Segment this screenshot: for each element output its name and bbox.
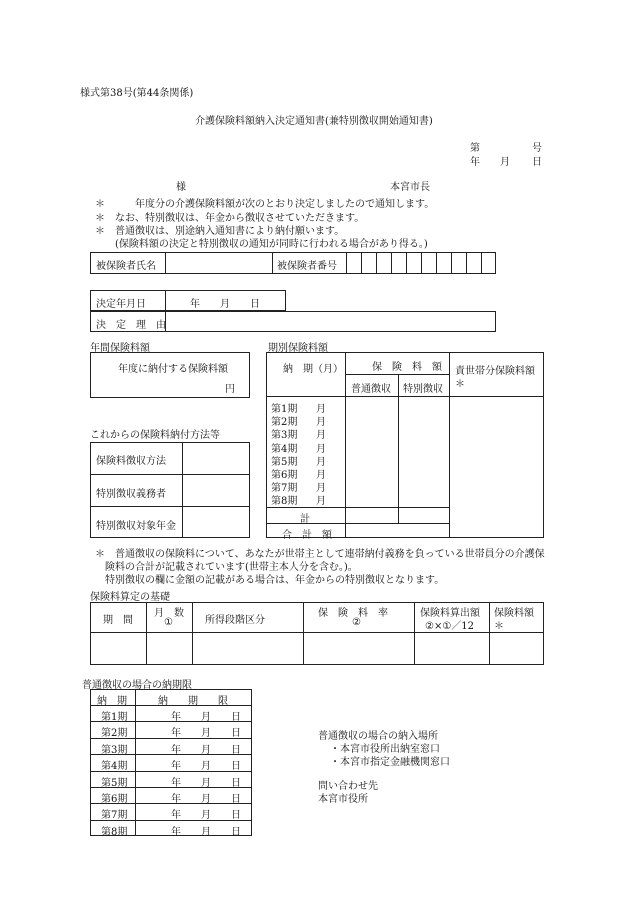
basis-header-income-stage: 所得段階区分 bbox=[205, 615, 265, 626]
basis-header-months-mark: ① bbox=[164, 617, 173, 628]
digit-divider bbox=[361, 252, 362, 274]
deadline-section-label: 普通徴収の場合の納期限 bbox=[82, 680, 192, 691]
period-section-label: 期別保険料額 bbox=[268, 343, 328, 354]
deadline-row-day: 日 bbox=[231, 744, 241, 756]
deadline-row-year: 年 bbox=[171, 728, 181, 740]
digit-divider bbox=[436, 252, 437, 274]
household-col-asterisk: ＊ bbox=[455, 379, 465, 390]
date-year: 年 bbox=[470, 157, 480, 168]
period-row-month-unit: 月 bbox=[316, 430, 326, 442]
digit-divider bbox=[481, 252, 482, 274]
deadline-row-year: 年 bbox=[171, 761, 181, 773]
deadline-row-month: 月 bbox=[201, 761, 211, 773]
deadline-row-month: 月 bbox=[201, 728, 211, 740]
method-row-label: 特別徴収対象年金 bbox=[96, 521, 176, 532]
basis-header-rate: 保 険 料 率 bbox=[318, 608, 388, 619]
basis-header-calc-formula: ②×①／12 bbox=[425, 621, 475, 632]
document-title: 介護保険料額納入決定通知書(兼特別徴収開始通知書) bbox=[195, 116, 433, 127]
insured-number-label: 被保険者番号 bbox=[277, 261, 337, 272]
deadline-row-period: 第8期 bbox=[101, 826, 128, 838]
number-suffix: 号 bbox=[532, 143, 542, 154]
period-row-month-unit: 月 bbox=[316, 470, 326, 481]
insured-name-label: 被保険者氏名 bbox=[96, 261, 156, 272]
basis-section-label: 保険料算定の基礎 bbox=[90, 592, 170, 603]
period-row-label: 第3期 bbox=[271, 430, 298, 442]
deadline-row-day: 日 bbox=[231, 810, 241, 822]
deadline-row-month: 月 bbox=[201, 744, 211, 756]
deadline-row-year: 年 bbox=[171, 794, 181, 805]
date-month: 月 bbox=[500, 157, 510, 168]
form-number: 様式第38号(第44条関係) bbox=[80, 88, 194, 99]
deadline-row-day: 日 bbox=[231, 712, 241, 723]
deadline-row-year: 年 bbox=[171, 744, 181, 756]
issuer: 本宮市長 bbox=[390, 182, 430, 193]
subtotal-label: 計 bbox=[300, 514, 310, 525]
deadline-row-month: 月 bbox=[201, 712, 211, 723]
decision-date-value: 年 月 日 bbox=[190, 299, 260, 310]
annual-section-label: 年間保険料額 bbox=[90, 343, 150, 354]
deadline-row-period: 第6期 bbox=[101, 794, 128, 805]
period-row-label: 第8期 bbox=[271, 496, 298, 508]
normal-col-header: 普通徴収 bbox=[351, 384, 391, 395]
deadline-row-period: 第5期 bbox=[101, 777, 128, 789]
deadline-row-month: 月 bbox=[201, 777, 211, 789]
basis-header-period: 期 間 bbox=[103, 615, 133, 626]
period-col-header: 納 期（月） bbox=[283, 364, 343, 375]
basis-header-calc: 保険料算出額 bbox=[420, 608, 480, 619]
notice-line: ＊ 年度分の介護保険料額が次のとおり決定しましたので通知します。 bbox=[95, 199, 435, 210]
place-item: ・本宮市指定金融機関窓口 bbox=[330, 757, 450, 768]
digit-divider bbox=[406, 252, 407, 274]
addressee-suffix: 様 bbox=[176, 182, 186, 193]
notice-line: ＊ なお、特別徴収は、年金から徴収させていただきます。 bbox=[95, 213, 365, 224]
digit-divider bbox=[376, 252, 377, 274]
notice-line: (保険料額の決定と特別徴収の通知が同時に行われる場合があり得る。) bbox=[95, 239, 428, 250]
deadline-row-month: 月 bbox=[201, 826, 211, 838]
period-row-label: 第4期 bbox=[271, 443, 298, 455]
note-line: 特別徴収の欄に金額の記載がある場合は、年金からの特別徴収となります。 bbox=[95, 575, 445, 586]
deadline-row-day: 日 bbox=[231, 761, 241, 773]
deadline-row-month: 月 bbox=[201, 810, 211, 822]
deadline-row-year: 年 bbox=[171, 777, 181, 789]
number-label: 第 bbox=[470, 143, 480, 154]
total-label: 合 計 額 bbox=[282, 530, 332, 541]
period-row-label: 第5期 bbox=[271, 456, 298, 468]
yen-unit: 円 bbox=[225, 384, 235, 395]
deadline-row-period: 第1期 bbox=[101, 712, 128, 723]
household-col-header: 責世帯分保険料額 bbox=[455, 366, 535, 377]
period-row-month-unit: 月 bbox=[316, 483, 326, 495]
method-section-label: これからの保険料納付方法等 bbox=[90, 430, 220, 441]
period-row-month-unit: 月 bbox=[316, 443, 326, 455]
premium-col-header: 保 険 料 額 bbox=[372, 362, 442, 373]
note-line: ＊ 普通徴収の保険料について、あなたが世帯主として連帯納付義務を負っている世帯員分の介護保 bbox=[95, 549, 545, 560]
period-row-label: 第7期 bbox=[271, 483, 298, 495]
basis-header-amount: 保険料額 bbox=[494, 608, 534, 619]
digit-divider bbox=[451, 252, 452, 274]
deadline-row-period: 第2期 bbox=[101, 728, 128, 740]
basis-header-months: 月 数 bbox=[154, 608, 184, 619]
date-day: 日 bbox=[532, 157, 542, 168]
place-label: 普通徴収の場合の納入場所 bbox=[318, 731, 438, 742]
deadline-col-period: 納 期 bbox=[97, 696, 127, 707]
period-row-month-unit: 月 bbox=[316, 456, 326, 468]
digit-divider bbox=[421, 252, 422, 274]
digit-divider bbox=[391, 252, 392, 274]
period-row-label: 第6期 bbox=[271, 470, 298, 481]
deadline-row-day: 日 bbox=[231, 826, 241, 838]
basis-header-amount-mark: ＊ bbox=[494, 621, 504, 632]
place-item: ・本宮市役所出納室窓口 bbox=[330, 744, 440, 755]
deadline-row-period: 第7期 bbox=[101, 810, 128, 822]
deadline-row-year: 年 bbox=[171, 712, 181, 723]
deadline-row-period: 第3期 bbox=[101, 744, 128, 756]
deadline-row-day: 日 bbox=[231, 794, 241, 805]
deadline-row-month: 月 bbox=[201, 794, 211, 805]
notice-line: ＊ 普通徴収は、別途納入通知書により納付願います。 bbox=[95, 226, 345, 237]
basis-header-rate-mark: ② bbox=[352, 617, 361, 628]
period-row-month-unit: 月 bbox=[316, 404, 326, 415]
decision-reason-label: 決 定 理 由 bbox=[96, 320, 166, 331]
contact-label: 問い合わせ先 bbox=[318, 781, 378, 792]
deadline-col-limit: 納 期 限 bbox=[158, 696, 228, 707]
period-row-month-unit: 月 bbox=[316, 496, 326, 508]
period-row-label: 第1期 bbox=[271, 404, 298, 415]
contact-value: 本宮市役所 bbox=[318, 794, 368, 805]
note-line: 険料の合計が記載されています(世帯主本人分を含む。)。 bbox=[95, 562, 358, 573]
annual-amount-label: 年度に納付する保険料額 bbox=[118, 364, 228, 375]
method-row-label: 特別徴収義務者 bbox=[96, 489, 166, 500]
deadline-row-day: 日 bbox=[231, 728, 241, 740]
deadline-row-year: 年 bbox=[171, 810, 181, 822]
decision-date-label: 決定年月日 bbox=[96, 299, 146, 310]
special-col-header: 特別徴収 bbox=[403, 384, 443, 395]
period-row-month-unit: 月 bbox=[316, 417, 326, 429]
period-row-label: 第2期 bbox=[271, 417, 298, 429]
digit-divider bbox=[466, 252, 467, 274]
method-row-label: 保険料徴収方法 bbox=[96, 456, 166, 467]
deadline-row-day: 日 bbox=[231, 777, 241, 789]
deadline-row-year: 年 bbox=[171, 826, 181, 838]
deadline-row-period: 第4期 bbox=[101, 761, 128, 773]
